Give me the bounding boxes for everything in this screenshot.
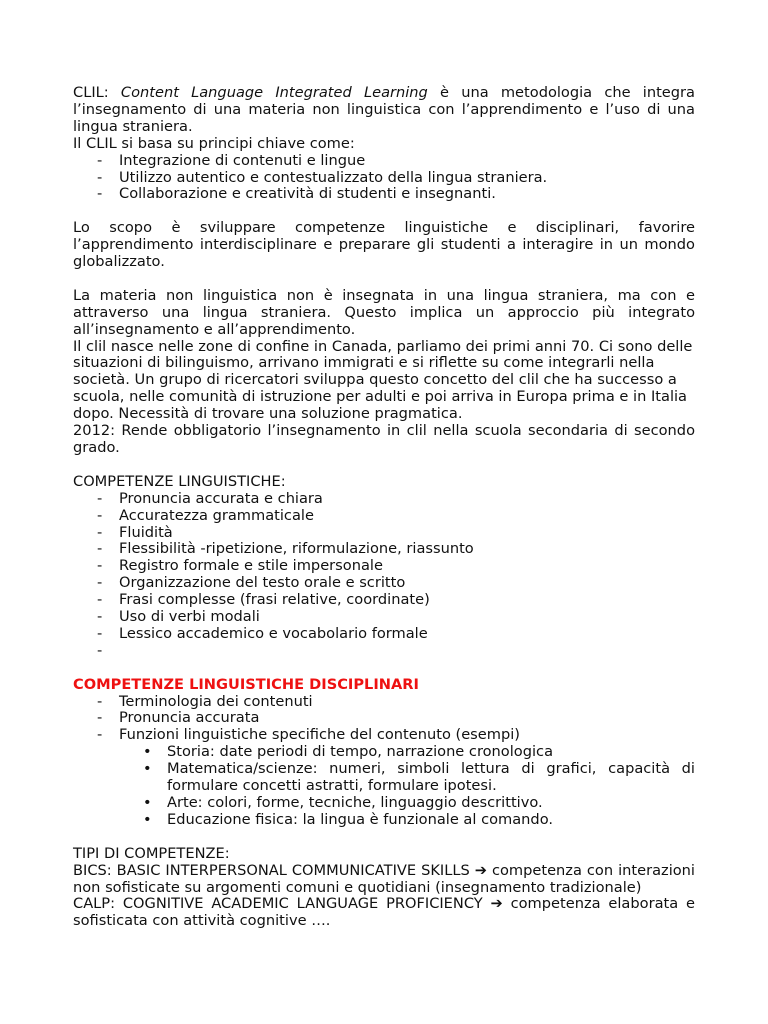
spacer — [73, 660, 695, 677]
calp-text: competenza elaborata e sofisticata con attività cognitive …. — [73, 895, 695, 930]
scope-paragraph: Lo scopo è sviluppare competenze linguistiche e disciplinari, favorire l’apprendimento interdisciplinare e preparare gli studenti a interagire in un mondo globalizzato. — [73, 219, 695, 271]
approach-paragraph: La materia non linguistica non è insegnata in una lingua straniera, ma con e attraverso una lingua straniera. Questo implica un approccio più integrato all’insegnamento e all’apprendimento. — [73, 286, 695, 338]
list-item: - Collaborazione e creatività di studenti e insegnanti. — [73, 186, 695, 203]
list-item: - Pronuncia accurata e chiara — [73, 491, 695, 508]
document-page — [73, 85, 695, 930]
list-item: - Utilizzo autentico e contestualizzato della lingua straniera. — [73, 170, 695, 187]
list-item: - Registro formale e stile impersonale — [73, 558, 695, 575]
bics-text: competenza con interazioni non sofisticate su argomenti comuni e quotidiani (insegnamento tradizionale) — [73, 861, 695, 896]
clil-label: CLIL: — [73, 84, 121, 101]
linguistic-heading: COMPETENZE LINGUISTICHE: — [73, 472, 286, 490]
history-paragraph: Il clil nasce nelle zone di confine in Canada, parliamo dei primi anni 70. Ci sono delle situazioni di bilinguismo, arrivano immigrati e si riflette su come integrarli nella società. Un grupo di ricercatori sviluppa questo concetto del clil che ha successo a scuola, nelle comunità di istruzione per adulti e poi arriva in Europa prima e in Italia dopo. Necessità di trovare una soluzione pragmatica. — [73, 337, 693, 423]
examples-list — [73, 744, 695, 829]
list-item: - Flessibilità -ripetizione, riformulazione, riassunto — [73, 541, 695, 558]
list-item: - Frasi complesse (frasi relative, coordinate) — [73, 592, 695, 609]
list-item: - Integrazione di contenuti e lingue — [73, 153, 695, 170]
clil-term: Content Language Integrated Learning — [120, 84, 428, 101]
list-item: • Educazione fisica: la lingua è funzionale al comando. — [73, 812, 695, 829]
principles-list — [73, 153, 695, 204]
bics-paragraph — [73, 863, 695, 897]
list-item: • Storia: date periodi di tempo, narrazione cronologica — [73, 744, 695, 761]
year-2012-paragraph: 2012: Rende obbligatorio l’insegnamento in clil nella scuola secondaria di secondo grado. — [73, 422, 695, 456]
list-item: - Organizzazione del testo orale e scritto — [73, 575, 695, 592]
spacer — [73, 457, 695, 474]
arrow-right-icon: ➔ — [490, 895, 503, 913]
disciplinary-heading: COMPETENZE LINGUISTICHE DISCIPLINARI — [73, 675, 419, 693]
list-item: - Accuratezza grammaticale — [73, 508, 695, 525]
list-item: • Matematica/scienze: numeri, simboli lettura di grafici, capacità di formulare concetti astratti, formulare ipotesi. — [73, 761, 695, 795]
types-heading: TIPI DI COMPETENZE: — [73, 844, 230, 862]
list-item: • Arte: colori, forme, tecniche, linguaggio descrittivo. — [73, 795, 695, 812]
calp-label: CALP: COGNITIVE ACADEMIC LANGUAGE PROFICIENCY — [73, 895, 491, 913]
spacer — [73, 829, 695, 846]
disciplinary-list — [73, 694, 695, 745]
spacer — [73, 271, 695, 288]
list-item-empty — [73, 643, 695, 660]
list-item: - Terminologia dei contenuti — [73, 694, 695, 711]
arrow-right-icon: ➔ — [474, 861, 487, 879]
clil-definition — [73, 85, 695, 136]
list-item: - Uso di verbi modali — [73, 609, 695, 626]
list-item: - Funzioni linguistiche specifiche del contenuto (esempi) — [73, 727, 695, 744]
list-item: - Pronuncia accurata — [73, 710, 695, 727]
spacer — [73, 203, 695, 220]
list-item: - Fluidità — [73, 525, 695, 542]
list-item: - Lessico accademico e vocabolario formale — [73, 626, 695, 643]
bics-label: BICS: BASIC INTERPERSONAL COMMUNICATIVE SKILLS — [73, 861, 475, 879]
principles-lead: Il CLIL si basa su principi chiave come: — [73, 134, 355, 152]
linguistic-list — [73, 491, 695, 660]
clil-definition-text: è una metodologia che integra l’insegnamento di una materia non linguistica con l’apprendimento e l’uso di una lingua straniera. — [73, 84, 695, 135]
calp-paragraph — [73, 896, 695, 930]
